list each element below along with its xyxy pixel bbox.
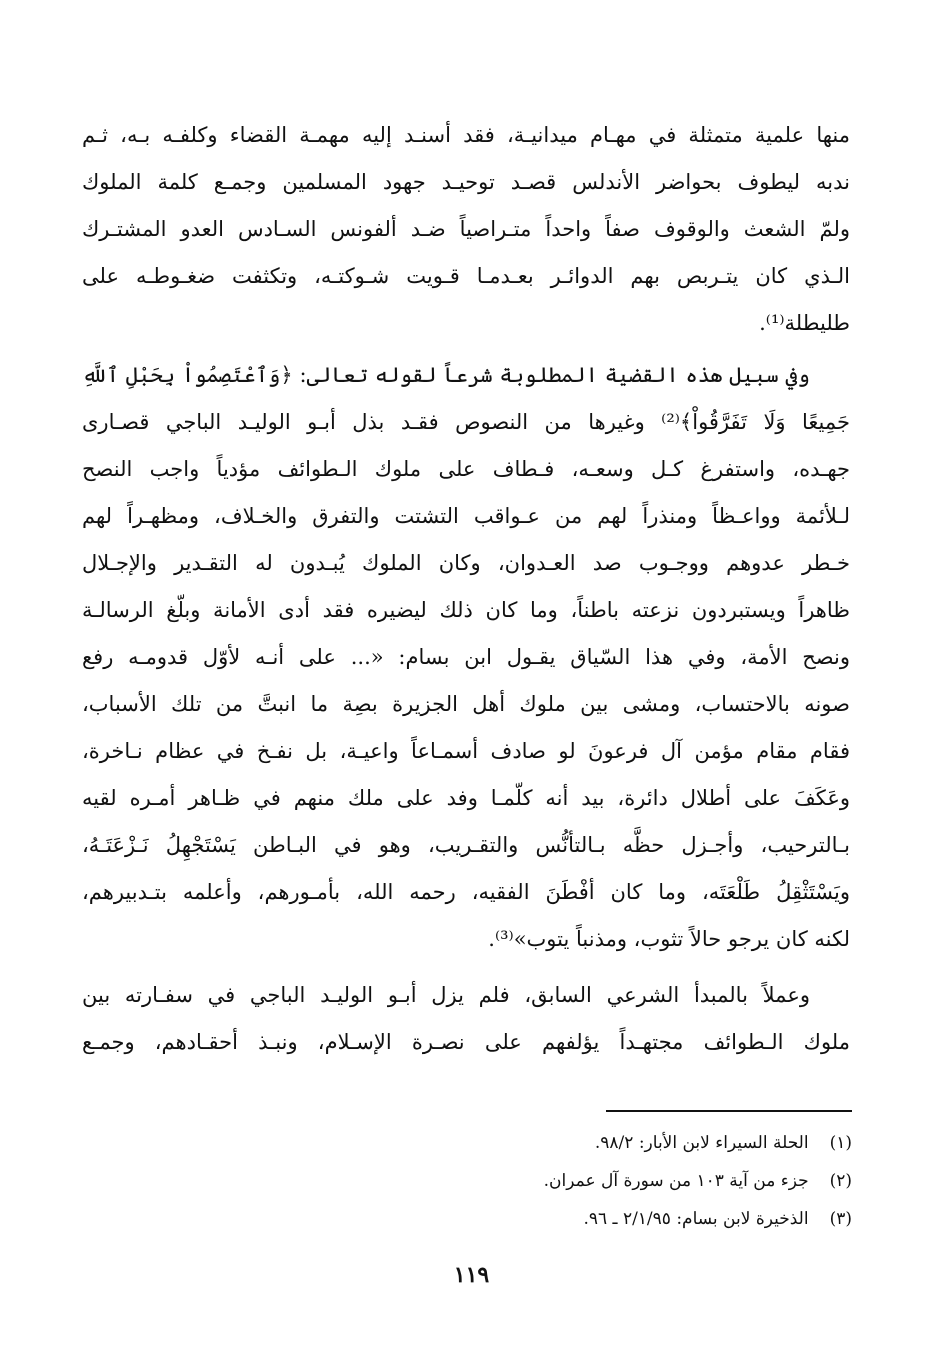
footnote-item [82, 1200, 852, 1238]
text-line: ملوك الـطوائف مجتهـداً يؤلفهم على نصـرة الإسـلام، ونبـذ أحقـادهم، وجمـع [82, 1030, 850, 1054]
text-line: جَمِيعًا وَلَا تَفَرَّقُواْ﴾⁽²⁾ وغيرها من النصوص فقـد بذل أبـو الوليـد الباجي قصـارى [82, 410, 850, 434]
text-line: منها علمية متمثلة في مهـام ميدانيـة، فقد أسنـد إليه مهمـة القضاء وكلفـه بـه، ثـم [82, 123, 850, 147]
text-line: ندبه ليطوف بحواضر الأندلس قصـد توحيـد جهود المسلمين وجمـع كلمة الملوك [82, 170, 850, 194]
text-line: ولمّ الشعث والوقوف صفاً واحداً متـراصياً ضـد ألفونس السـادس العدو المشتـرك [82, 217, 850, 241]
text-line: ظاهراً ويستبردون نزعته باطناً، وما كان ذلك ليضيره فقد أدى الأمانة وبلّغ الرسالـة [82, 598, 850, 622]
text-line: ونصح الأمة، وفي هذا السّياق يقـول ابن بسام: «... على أنـه لأوّل قدومـه رفع [82, 645, 850, 669]
paragraph-3 [82, 972, 850, 1066]
footnote-number: (٣) [829, 1209, 852, 1229]
footnote-number: (٢) [829, 1171, 852, 1191]
text-line: وعملاً بالمبدأ الشرعي السابق، فلم يزل أبـو الوليـد الباجي في سفـارته بين [82, 983, 810, 1007]
footnote-text: جزء من آية ١٠٣ من سورة آل عمران. [543, 1171, 809, 1191]
footnote-text: الحلة السيراء لابن الأبار: ٩٨/٢. [594, 1133, 809, 1153]
paragraph-2 [82, 352, 850, 963]
text-line: الـذي كان يتـربص بهم الدوائـر بعـدمـا قـويت شـوكتـه، وتكثفت ضغـوطـه على [82, 264, 850, 288]
text-line: بـالترحيب، وأجـزل حظَّه بـالتأنُّس والتقـريب، وهو في البـاطن يَسْتَجْهِلُ نَـزْعَتَـهُ، [82, 833, 850, 857]
text-line: خـطر عدوهم ووجـوب صد العـدوان، وكان الملوك يُبـدون له التقـدير والإجـلال [82, 551, 850, 575]
text-line: طليطلة⁽¹⁾. [759, 311, 850, 335]
text-line: ويَسْتَثْقِلُ طَلْعَتَه، وما كان أفْطَنَ الفقيه، رحمه الله، بأمـورهم، وأعلمه بتـدبيرهم، [82, 880, 850, 904]
footnote-item [82, 1124, 852, 1162]
text-line: وعَكَفَ على أطلال دائرة، بيد أنه كلّمـا وفد على ملك منهم في ظـاهر أمـره لقيه [82, 786, 850, 810]
text-line: جهـده، واستفرغ كـل وسعـه، فـطاف على ملوك الـطوائف مؤدياً واجب النصح [82, 457, 850, 481]
text-line: صونه بالاحتساب، ومشى بين ملوك أهل الجزيرة بصِة ما انبتَّ من تلك الأسباب، [82, 692, 850, 716]
text-line: فقام مقام مؤمن آل فرعونَ لو صادف أسمـاعاً واعيـة، بل نفـخ في عظام نـاخرة، [82, 739, 850, 763]
footnote-text: الذخيرة لابن بسام: ٢/١/٩٥ ـ ٩٦. [583, 1209, 809, 1229]
page-number: ١١٩ [453, 1262, 490, 1288]
footnote-item [82, 1162, 852, 1200]
paragraph-1 [82, 112, 850, 347]
text-line: لـلأئمة وواعـظاً ومنذراً لهم من عـواقب التشتت والتفرق والخـلاف، ومظهـراً لهم [82, 504, 850, 528]
text-line: لكنه كان يرجو حالاً تثوب، ومذنباً يتوب»⁽³⁾. [488, 927, 850, 951]
text-line: وفي سبيل هذه القضية المطلوبة شرعاً لقوله تعالى: ﴿وَٱعْتَصِمُواْ بِحَبْلِ ٱللَّهِ [82, 363, 810, 387]
footnote-divider [606, 1110, 852, 1112]
footnote-number: (١) [829, 1133, 852, 1153]
footnotes [82, 1124, 852, 1238]
